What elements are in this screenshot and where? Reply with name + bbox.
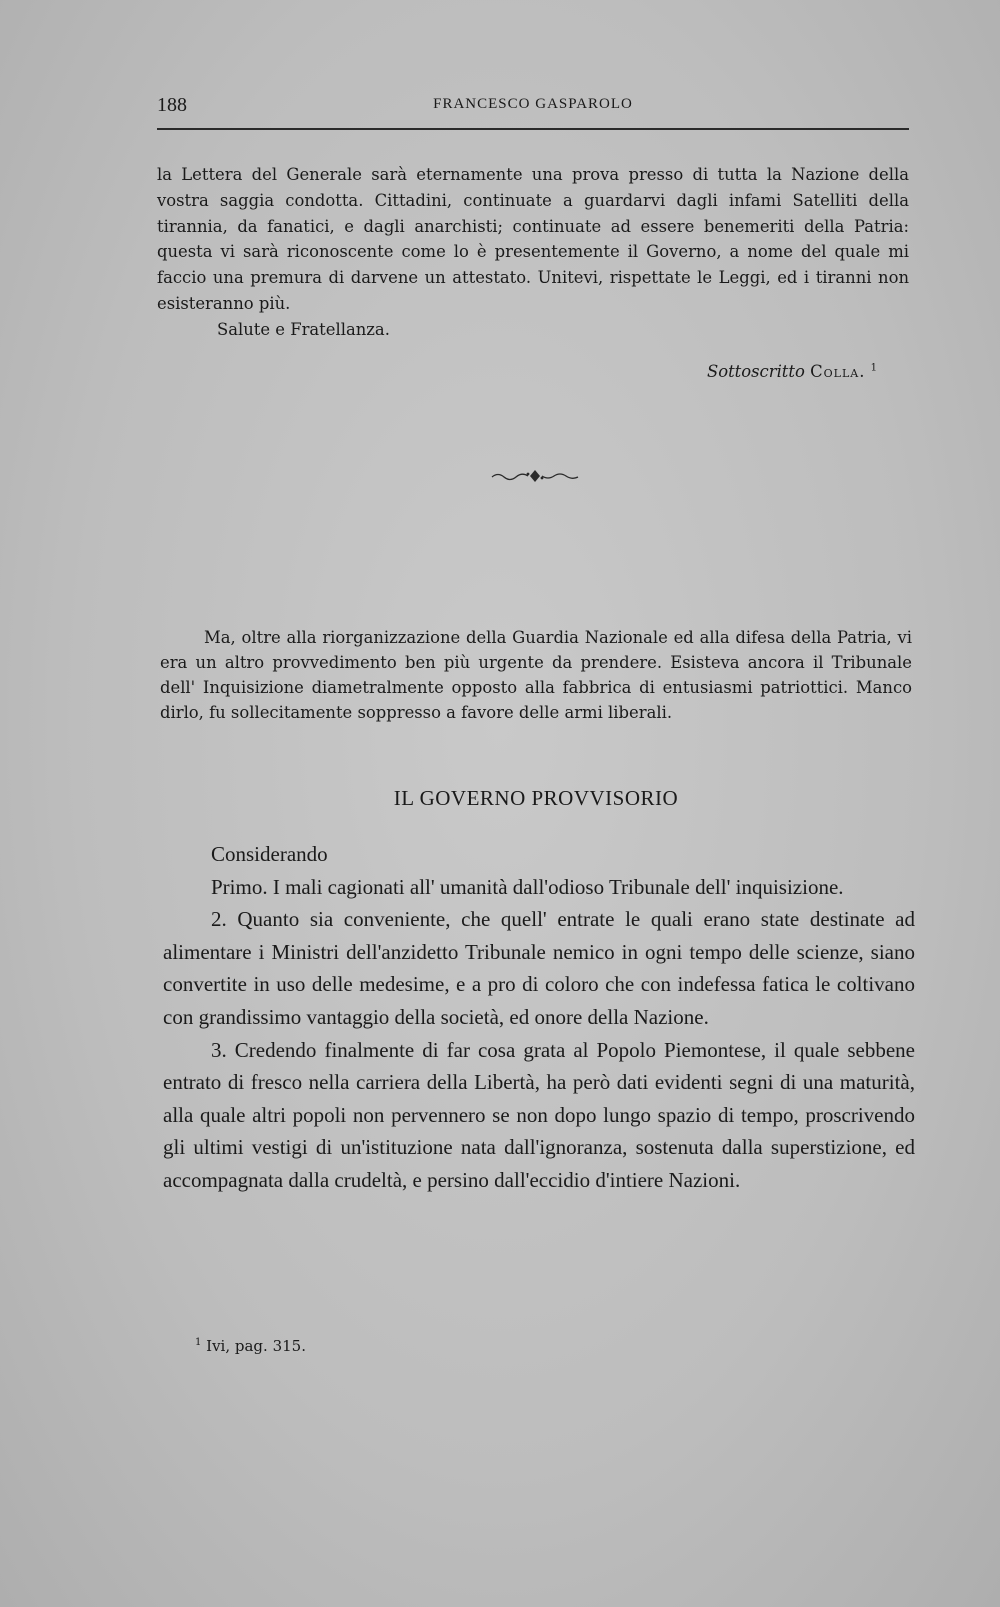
signature-name: Colla. [810,362,866,381]
footnote-text: Ivi, pag. 315. [206,1337,306,1355]
letter-body: la Lettera del Generale sarà eternamente una prova presso di tutta la Nazione della vostra saggia condotta. Cittadini, continuate a guardarvi dagli infami Satelliti della tirannia, da fanatici, e dagli anarchisti; continuate ad essere benemeriti della Patria: questa vi sarà riconoscente come lo è presentemente il Governo, a nome del quale mi faccio una premura di darvene un attestato. Unitevi, rispettate le Leggi, ed i tiranni non esisteranno più. [157,165,909,313]
decree-title: IL GOVERNO PROVVISORIO [393,786,679,810]
running-head [157,92,909,122]
narrative-paragraph: Ma, oltre alla riorganizzazione della Guardia Nazionale ed alla difesa della Patria, vi era un altro provvedimento ben più urgente da prendere. Esisteva ancora il Tribunale dell' Inquisizione diametralmente opposto alla fabbrica di entusiasmi patriottici. Manco dirlo, fu sollecitamente soppresso a favore delle armi liberali. [160,628,912,722]
footnote-mark: 1 [195,1337,202,1348]
header-rule [157,128,909,130]
decree-item-1: Primo. I mali cagionati all' umanità dall'odioso Tribunale dell' inquisizione. [211,874,844,899]
letter-closing: Salute e Fratellanza. [217,319,390,339]
page-number: 188 [157,94,187,116]
letter-signature [157,362,877,381]
letter-text [157,162,909,343]
decree-item-3: 3. Credendo finalmente di far cosa grata al Popolo Piemontese, il quale sebbene entrato di fresco nella carriera della Libertà, ha però dati evidenti segni di una maturità, alla quale altri popoli non pervennero se non dopo lungo spazio di tempo, proscrivendo gli ultimi vestigi di un'istituzione nata dall'ignoranza, sostenuta dalla superstizione, ed accompagnata dalla crudeltà, e persino dall'eccidio d'intiere Nazioni. [163,1037,915,1192]
ornament-divider-icon [490,468,580,484]
decree-considering: Considerando [211,842,328,866]
narrative-text [160,625,912,725]
running-title: FRANCESCO GASPAROLO [433,96,633,112]
signature-footnote-mark: 1 [870,362,877,374]
signature-prefix: Sottoscritto [707,362,805,381]
decree-item-2: 2. Quanto sia conveniente, che quell' entrate le quali erano state destinate ad alimentare i Ministri dell'anzidetto Tribunale nemico in ogni tempo delle scienze, siano convertite in uso delle medesime, e a pro di coloro che con indefessa fatica le coltivano con grandissimo vantaggio della società, ed onore della Nazione. [163,907,915,1029]
footnote [195,1337,306,1355]
decree-text [163,838,915,1197]
